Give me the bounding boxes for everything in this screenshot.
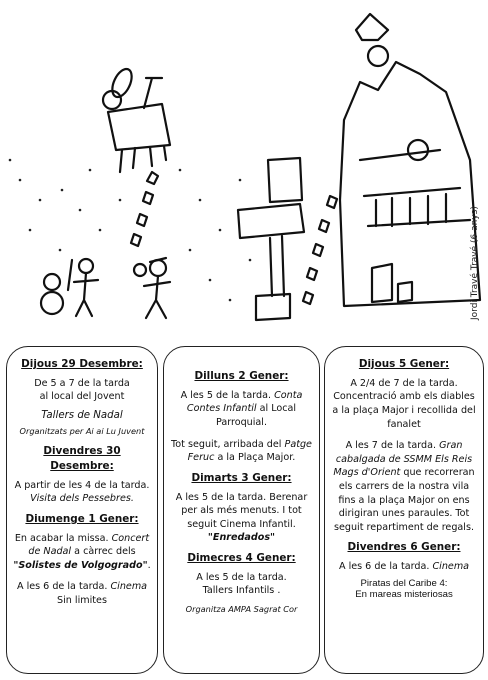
event-text: A 2/4 de 7 de la tarda. [350,377,458,389]
event-title: Cinema [110,581,148,593]
event-organizer: Organitza AMPA Sagrat Cor [185,604,298,614]
event-heading: Dilluns 2 Gener: [194,370,289,382]
event-heading: Diumenge 1 Gener: [25,512,139,525]
event-text [170,491,313,545]
event-heading: Dijous 29 Desembre: [21,358,143,370]
event-diumenge-1 [13,512,151,608]
event-text: . [147,559,151,571]
event-text [170,438,313,465]
event-film: Piratas del Caribe 4: [360,577,448,589]
event-heading: Dijous 5 Gener: [358,358,450,370]
event-text: al Local Parroquial. [215,403,297,428]
event-title: Concert de Nadal [28,532,150,558]
event-dimarts-3 [170,471,313,545]
event-text [13,532,151,573]
program-column-1 [6,346,158,674]
event-text: A les 5 de la tarda. Berenar per als més menuts. I tot seguit Cinema Infantil. [175,491,308,530]
event-text [170,389,313,430]
event-text: Tallers Infantils . [202,585,281,597]
event-heading: Divendres 6 Gener: [347,541,461,554]
event-text [331,439,477,534]
event-dilluns-2 [170,369,313,465]
event-divendres-30 [13,444,151,506]
event-text [13,580,151,594]
event-title: Visita dels Pessebres. [30,493,134,505]
event-text: A les 7 de la tarda. [345,440,437,452]
event-text: A les 5 de la tarda. [180,389,272,401]
event-film: Sin limites [57,595,107,607]
event-dimecres-4 [170,551,313,616]
program-column-3 [324,346,484,674]
event-text: A les 6 de la tarda. [338,561,430,573]
event-film: "Enredados" [207,532,276,544]
event-divendres-6 [331,540,477,599]
event-text: A les 5 de la tarda. [196,571,287,583]
drawing-credit: Jordi Travé Travé (6 anys) [470,206,480,320]
event-text: De 5 a 7 de la tarda [34,377,130,389]
event-text [331,560,477,574]
event-heading: Divendres 30 Desembre: [43,445,121,472]
event-text: A les 6 de la tarda. [16,581,108,593]
event-text: A partir de les 4 de la tarda. [14,479,150,491]
event-dijous-5 [331,357,477,534]
event-text: En acabar la missa. [14,532,109,544]
event-title: Conta Contes Infantil [186,389,303,415]
event-heading: Dimarts 3 Gener: [191,471,292,484]
event-film: En mareas misteriosas [355,588,453,600]
child-drawing-illustration [0,0,488,336]
event-text: al local del Jovent [39,391,125,403]
event-title: Tallers de Nadal [41,409,123,421]
event-performer: "Solistes de Volgogrado" [13,559,148,571]
program-column-2 [163,346,320,674]
event-text: a càrrec dels [74,546,136,558]
event-heading: Dimecres 4 Gener: [187,552,296,565]
event-organizer: Organitzats per Ai ai Lu Juvent [19,426,145,437]
event-title: Cinema [432,561,470,573]
event-text: Tot seguit, arribada del [171,438,282,450]
event-text: a la Plaça Major. [217,452,296,464]
event-text: Concentració amb els diables a la plaça Major i recollida del fanalet [332,391,476,430]
event-title: Patge Feruc [187,438,312,464]
event-dijous-29 [13,357,151,438]
event-text: que recorreran els carrers de la nostra vila fins a la plaça Major on ens dirigiran unes paraules. Tot seguit repartiment de regals. [333,467,475,533]
event-title: Gran cabalgada de SSMM Els Reis Mags d'Orient [333,440,473,479]
